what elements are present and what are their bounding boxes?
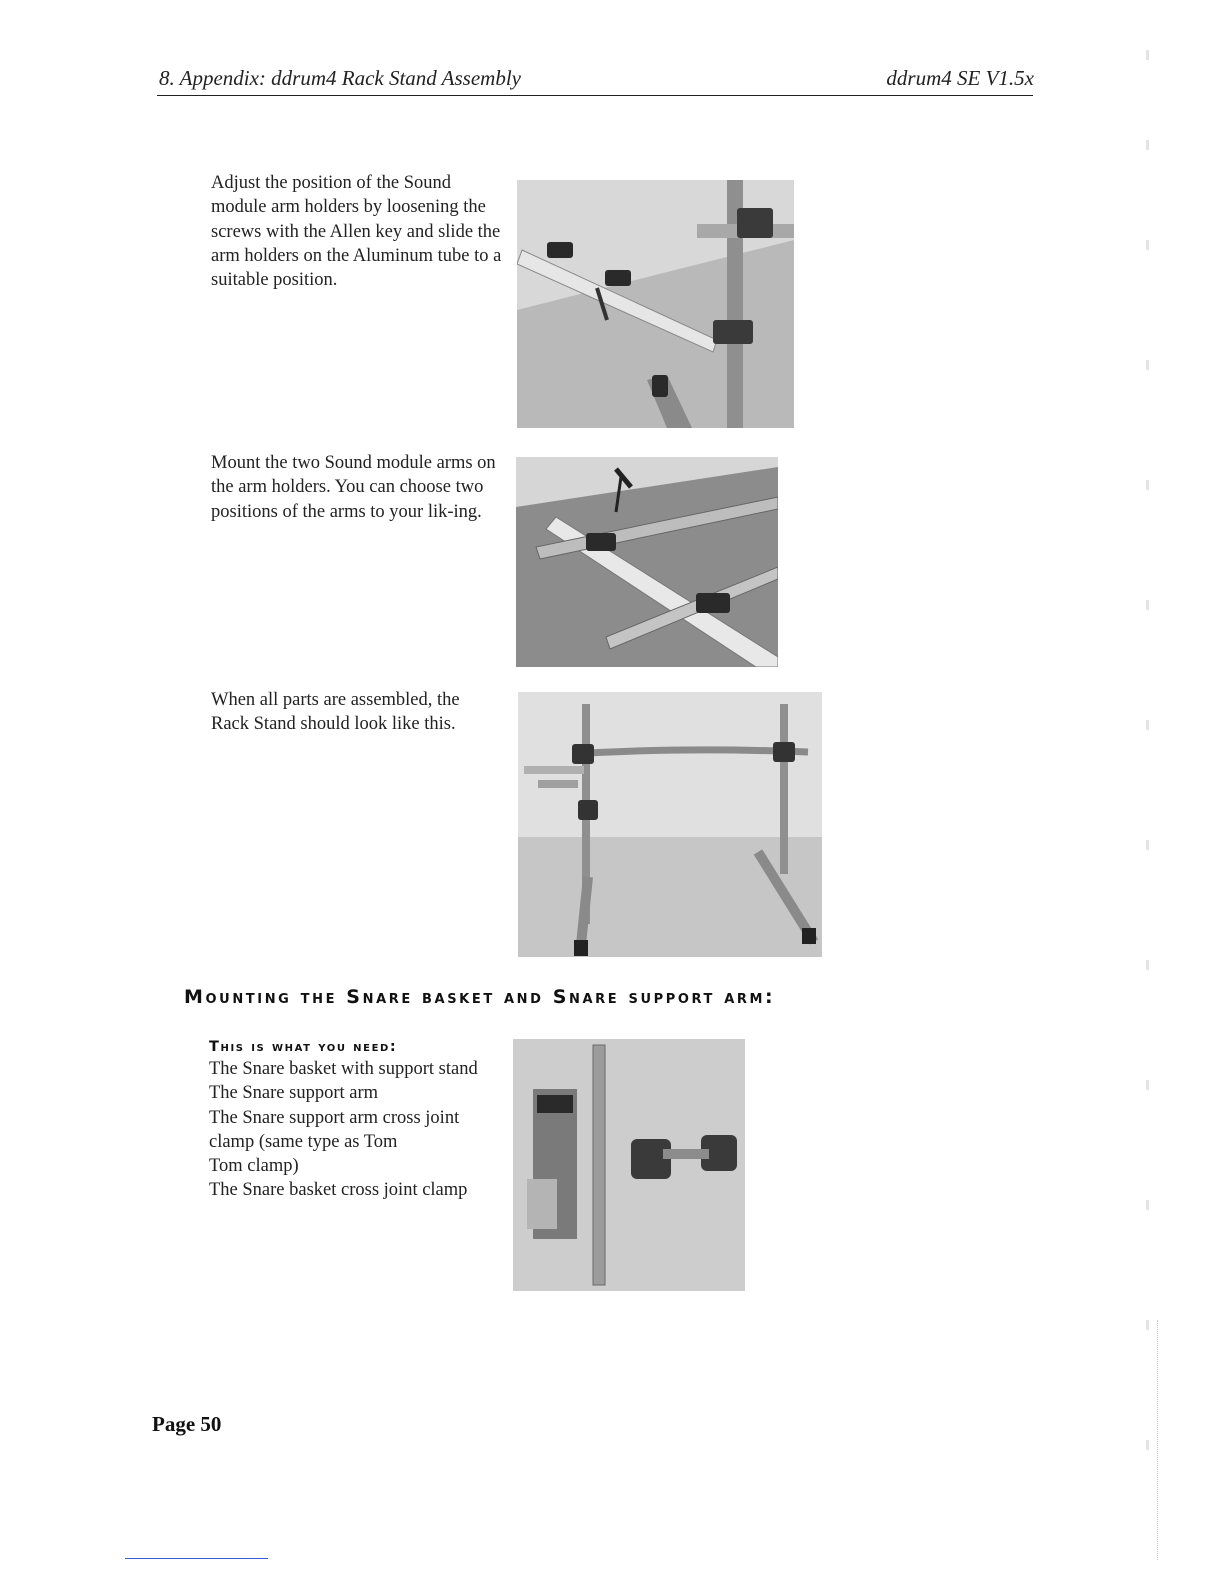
list-item: Tom clamp) [209, 1156, 299, 1177]
list-item: The Snare basket with support stand [209, 1059, 478, 1079]
step-adjust-text: Adjust the position of the Sound module arm holders by loosening the screws with the Allen key and slide the arm holders on the Aluminum tube to a suitable position. [211, 173, 502, 291]
running-header-version: ddrum4 SE V1.5x [886, 66, 1034, 90]
section-heading: Mounting the Snare basket and Snare support arm: [184, 986, 776, 1008]
step-assembled-text: When all parts are assembled, the Rack Stand should look like this. [211, 690, 460, 735]
photo-module-arms [516, 457, 778, 667]
scan-margin-marks [1134, 40, 1164, 1560]
list-item: The Snare support arm [209, 1083, 379, 1104]
scan-edge-line [1157, 1320, 1158, 1560]
running-header-title: 8. Appendix: ddrum4 Rack Stand Assembly [159, 66, 521, 90]
step-mount-text: Mount the two Sound module arms on the arm holders. You can choose two positions of the arms to your lik-ing. [211, 453, 496, 522]
footnote-rule [125, 1558, 268, 1559]
photo-arm-holders [517, 180, 794, 428]
photo-snare-parts [513, 1039, 745, 1291]
list-item: clamp (same type as Tom [209, 1131, 398, 1152]
photo-assembled-rack [518, 692, 822, 957]
list-item: The Snare basket cross joint clamp [209, 1180, 468, 1201]
list-item: The Snare support arm cross joint [209, 1107, 460, 1128]
header-rule [157, 95, 1033, 96]
subsection-heading: This is what you need: [209, 1039, 398, 1055]
page-number: Page 50 [152, 1412, 222, 1436]
parts-list [209, 1057, 509, 1203]
